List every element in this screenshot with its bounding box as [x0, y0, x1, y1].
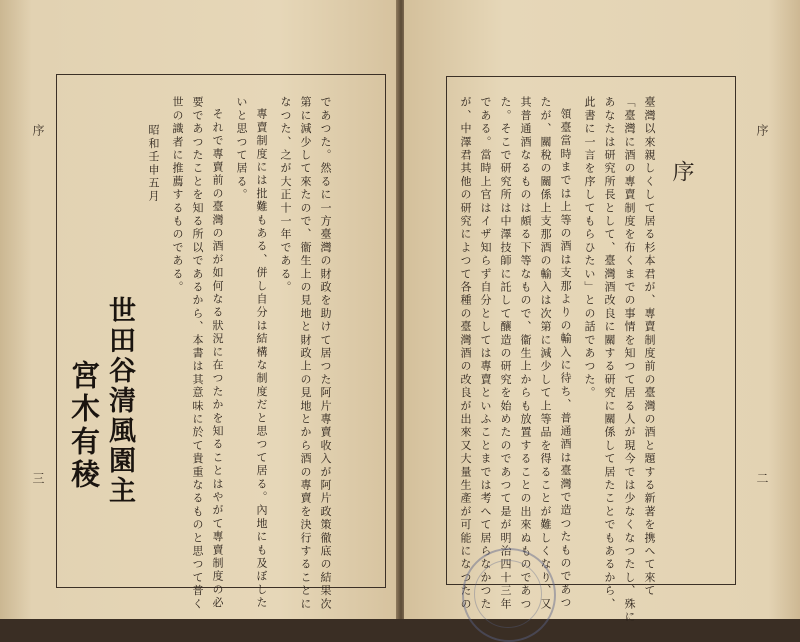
text-column: が、中澤君其他の研究によつて各種の臺灣酒の改良が出來又大量生產が可能になつたの: [459, 96, 472, 611]
text-column: であつた。然るに一方臺灣の財政を助けて居つた阿片專賣收入が阿片政策徹底の結果次: [319, 96, 332, 611]
text-column: 世の識者に推薦するものである。: [171, 96, 184, 294]
text-column: いと思つて居る。: [235, 96, 248, 202]
page-number: 二: [755, 472, 769, 484]
text-column: 臺灣以來親しくして居る杉本君が、專賣制度前の臺灣の酒と題する新著を携へて來て: [643, 96, 656, 598]
library-stamp-inner-ring: [474, 560, 542, 628]
text-column: たが、關稅の關係上支那酒の輸入は次第に減少して上等品を得ることが難しくなり、又: [539, 96, 552, 611]
left-page: [0, 0, 398, 619]
text-column: 要であつたことを知る所以であるから、本書は其意味に於て貴重なるものと思つて普く: [191, 96, 204, 611]
text-column: なつた、之が大正十一年である。: [279, 96, 292, 294]
text-column: 「臺灣に酒の專賣制度を布くまでの事情を知つて居る人が現今では少なくなつたし、殊に: [623, 96, 636, 624]
running-head: 序: [31, 124, 45, 136]
right-page: [404, 0, 800, 624]
text-column: あなたは研究所長として、臺灣酒改良に關する研究に關係して居たことでもあるから、: [603, 96, 616, 611]
page-number: 三: [31, 472, 45, 484]
text-column: 第に減少して來たので、衞生上の見地と財政上の見地とから酒の專賣を決行することに: [299, 96, 312, 611]
text-column: た。そこで研究所は中澤技師に託して釀造の研究を始めたのであつて是が明治四十三年: [499, 96, 512, 611]
text-column: それで專賣前の臺灣の酒が如何なる狀況に在つたかを知ることはやがて專賣制度の必: [211, 108, 224, 610]
text-column: 此書に一言を序してもらひたい」との話であつた。: [583, 96, 596, 400]
text-column: である。當時上官はイザ知らず自分としては專賣といふことまでは考へて居らなかつた: [479, 96, 492, 611]
signature-line1: 世田谷清風園主: [104, 296, 135, 506]
signature-line2: 宮木有稜: [67, 360, 101, 492]
text-column: 其普通酒なるものは頗る下等なもので、衞生上からも放置することの出來ぬものであつ: [519, 96, 532, 611]
page-title: 序: [669, 160, 694, 182]
running-head: 序: [755, 124, 769, 136]
text-column: 領臺當時までは上等の酒は支那よりの輸入に待ち、普通酒は臺灣で造つたものであつ: [559, 108, 572, 610]
date-line: 昭和壬申五月: [147, 124, 160, 204]
text-column: 專賣制度には批難もある、併し自分は結構な制度だと思つて居る。內地にも及ぼした: [255, 108, 268, 610]
